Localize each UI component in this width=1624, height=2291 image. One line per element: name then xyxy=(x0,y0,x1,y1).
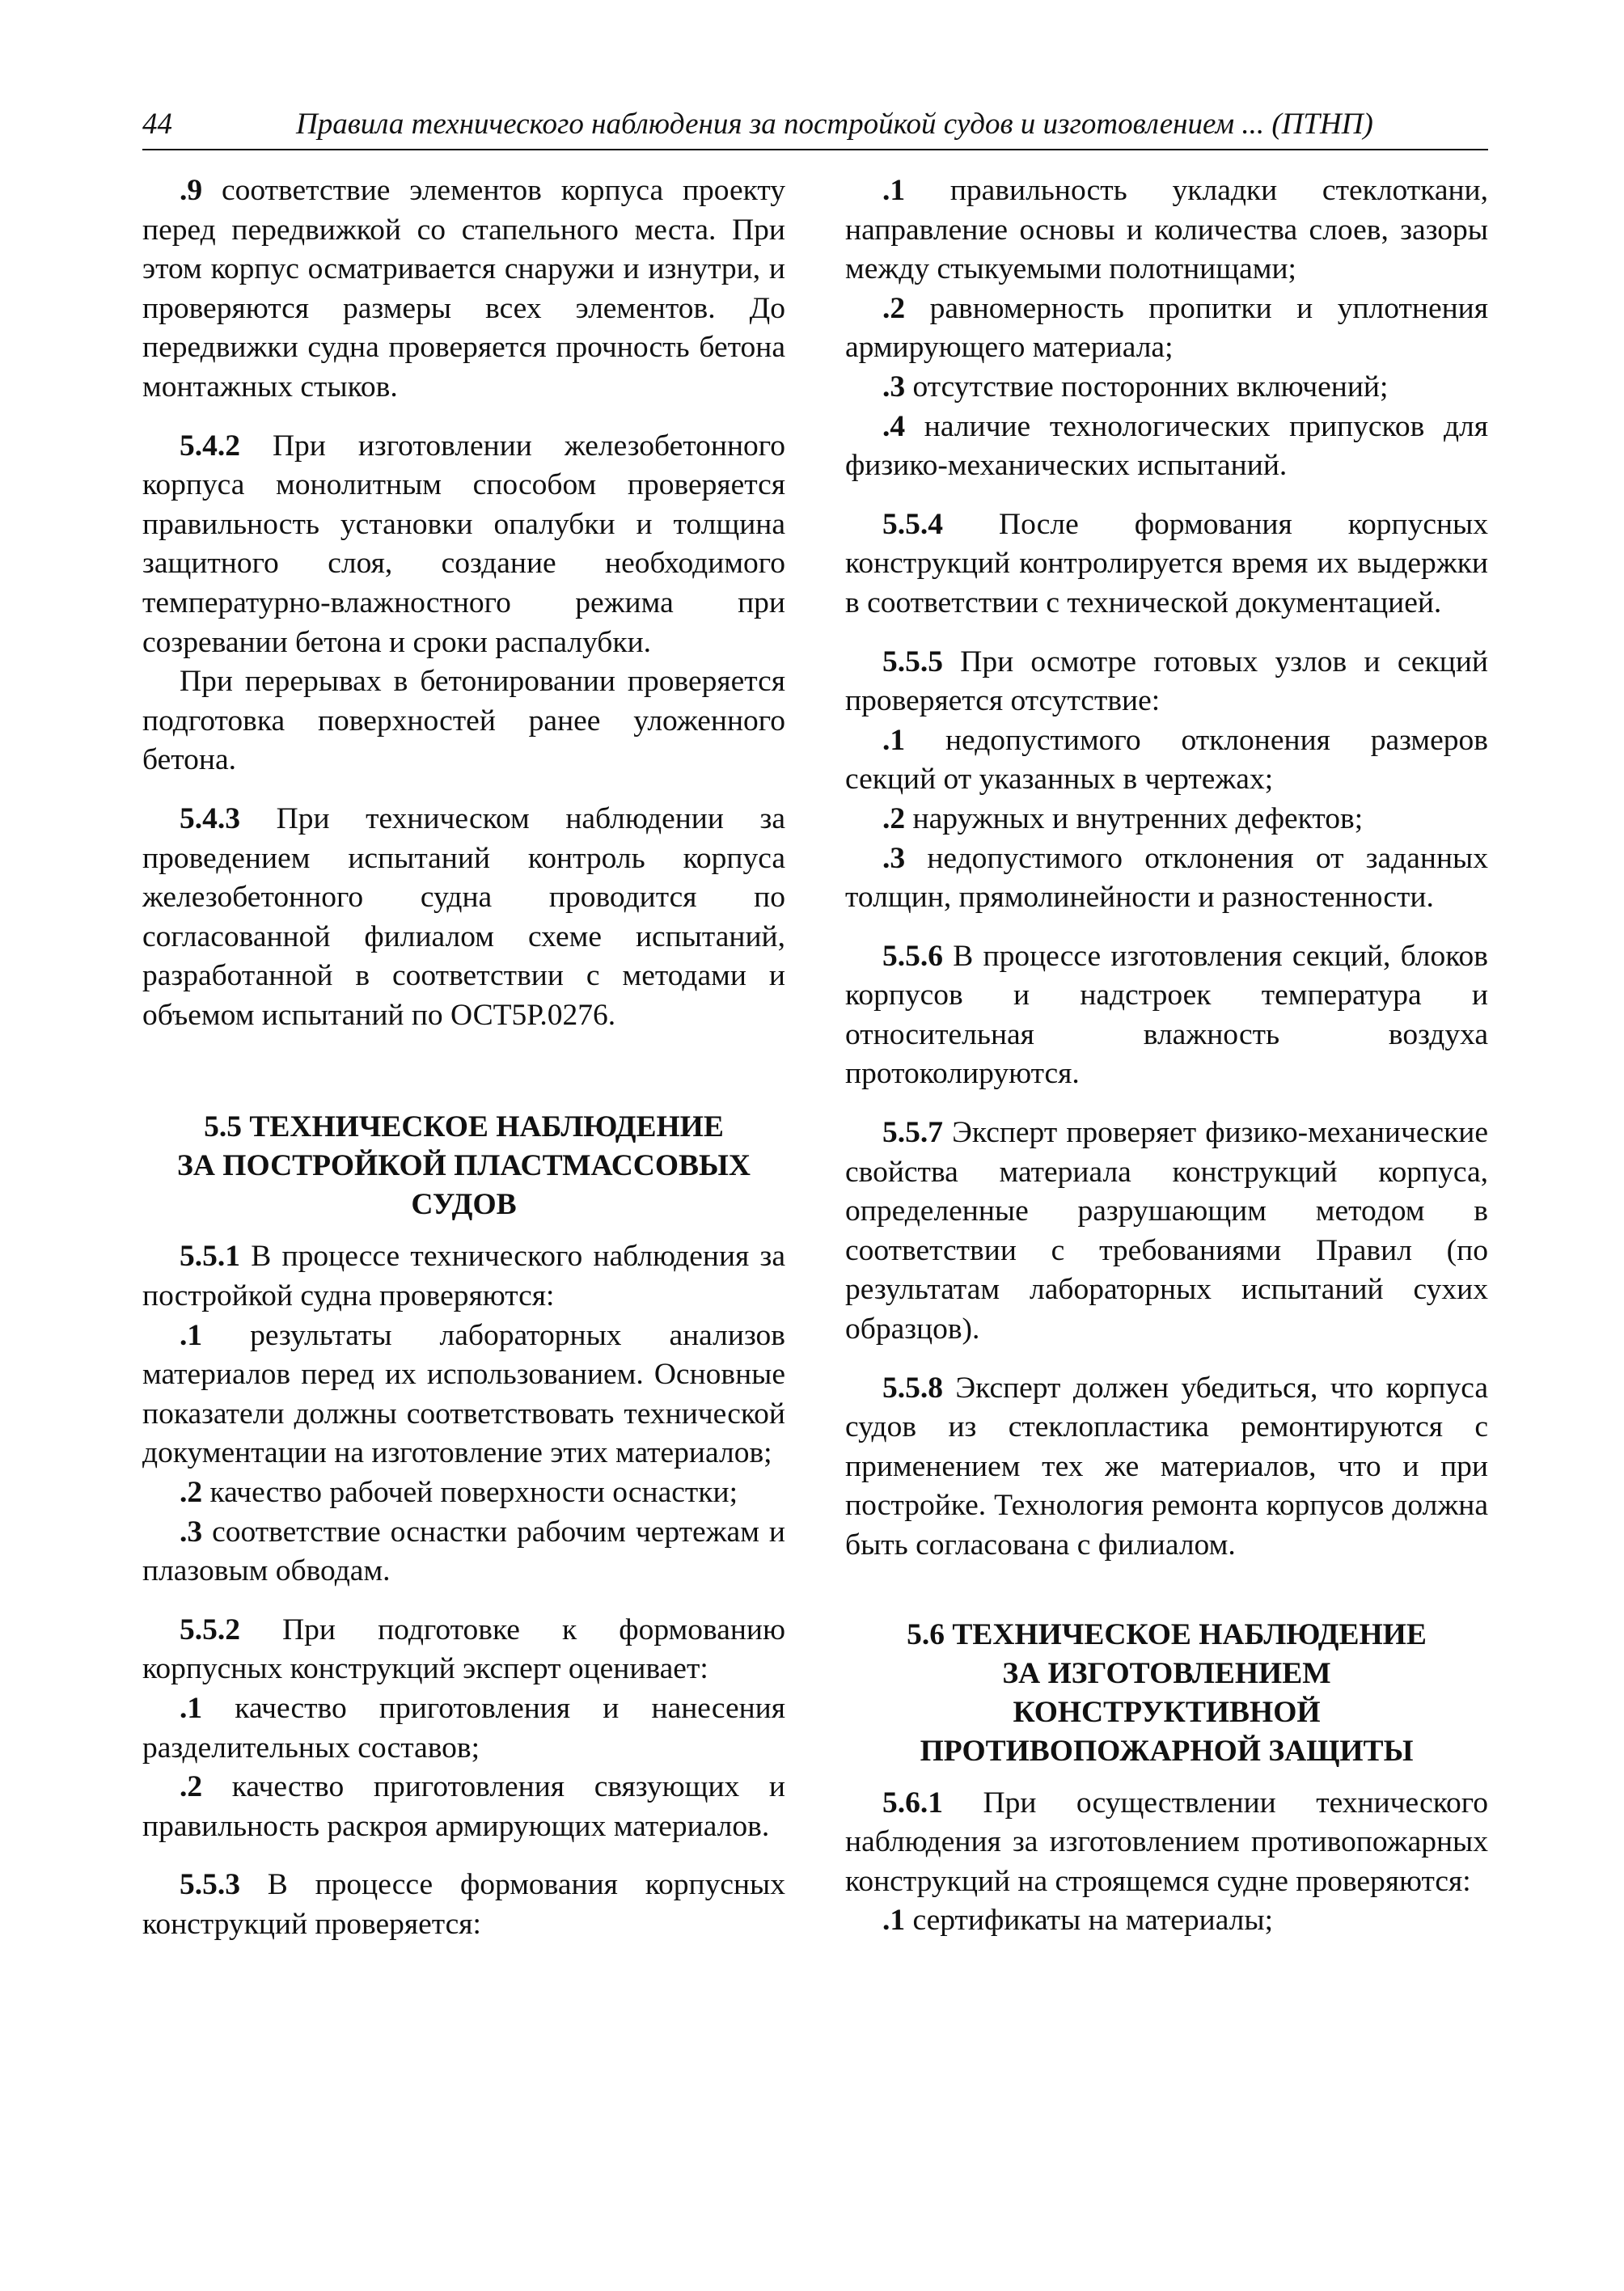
paragraph-text: наличие технологических припусков для физико-механических испытаний. xyxy=(845,409,1488,483)
heading-line: 5.5 ТЕХНИЧЕСКОЕ НАБЛЮДЕНИЕ xyxy=(204,1110,724,1144)
page-number: 44 xyxy=(142,108,172,141)
clause-number: 5.5.7 xyxy=(882,1116,943,1150)
paragraph-text: В процессе формования корпусных конструкций проверяется: xyxy=(142,1868,785,1941)
clause-number: 5.5.5 xyxy=(882,645,943,678)
paragraph-text: результаты лабораторных анализов материалов перед их использованием. Основные показатели должны соответствовать технической документации на изготовление этих материалов; xyxy=(142,1318,785,1470)
item-number: .2 xyxy=(882,291,906,325)
paragraph xyxy=(142,800,785,1036)
heading-line: КОНСТРУКТИВНОЙ xyxy=(1013,1695,1321,1729)
paragraph-text: При подготовке к формованию корпусных конструкций эксперт оценивает: xyxy=(142,1613,785,1686)
paragraph-text: Эксперт должен убедиться, что корпуса судов из стеклопластика ремонтируются с применением тех же материалов, что и при постройке. Технология ремонта корпусов должна быть согласована с филиалом. xyxy=(845,1371,1488,1562)
item-number: .3 xyxy=(180,1515,203,1549)
paragraph-text: Эксперт проверяет физико-механические свойства материала конструкций корпуса, определенные разрушающим методом в соответствии с требованиями Правил (по результатам лабораторных испытаний сухих образцов). xyxy=(845,1116,1488,1346)
paragraph xyxy=(845,1114,1488,1350)
paragraph xyxy=(845,171,1488,290)
paragraph xyxy=(845,505,1488,623)
paragraph xyxy=(142,1611,785,1689)
paragraph xyxy=(142,1237,785,1316)
paragraph xyxy=(845,721,1488,800)
item-number: .1 xyxy=(882,1904,906,1938)
item-number: .3 xyxy=(882,370,906,404)
paragraph-text: правильность укладки стеклоткани, направление основы и количества слоев, зазоры между стыкуемыми полотнищами; xyxy=(845,174,1488,286)
paragraph xyxy=(845,1369,1488,1566)
page-header xyxy=(142,104,1488,150)
paragraph xyxy=(142,1768,785,1846)
clause-number: 5.6.1 xyxy=(882,1786,943,1820)
paragraph xyxy=(845,368,1488,408)
item-number: .1 xyxy=(180,1692,203,1725)
paragraph-text: качество рабочей поверхности оснастки; xyxy=(202,1476,738,1510)
item-number: .3 xyxy=(882,841,906,875)
paragraph xyxy=(845,290,1488,368)
item-number: .2 xyxy=(180,1476,203,1510)
item-number: .2 xyxy=(180,1770,203,1804)
paragraph-text: При изготовлении железобетонного корпуса монолитным способом проверяется правильность установки опалубки и толщина защитного слоя, создание необходимого температурно-влажностного режима при созревании бетона и сроки распалубки. xyxy=(142,429,785,659)
clause-number: 5.4.2 xyxy=(180,429,240,463)
paragraph xyxy=(142,1689,785,1768)
heading-line: 5.6 ТЕХНИЧЕСКОЕ НАБЛЮДЕНИЕ xyxy=(907,1617,1427,1651)
paragraph xyxy=(142,171,785,408)
paragraph-text: качество приготовления и нанесения разделительных составов; xyxy=(142,1692,785,1765)
paragraph-text: При перерывах в бетонировании проверяется подготовка поверхностей ранее уложенного бетона. xyxy=(142,665,785,777)
heading-line: СУДОВ xyxy=(411,1188,517,1222)
paragraph xyxy=(845,1784,1488,1902)
clause-number: 5.4.3 xyxy=(180,801,240,835)
section-heading xyxy=(142,1108,785,1224)
section-heading xyxy=(845,1616,1488,1771)
paragraph xyxy=(142,662,785,780)
paragraph-text: наружных и внутренних дефектов; xyxy=(905,801,1364,835)
clause-number: 5.5.8 xyxy=(882,1371,943,1405)
item-number: .2 xyxy=(882,801,906,835)
heading-line: ЗА ПОСТРОЙКОЙ ПЛАСТМАССОВЫХ xyxy=(177,1149,751,1183)
clause-number: 5.5.2 xyxy=(180,1613,240,1646)
clause-number: 5.5.3 xyxy=(180,1868,240,1902)
paragraph-text: соответствие элементов корпуса проекту перед передвижкой со стапельного места. При этом корпус осматривается снаружи и изнутри, и проверяются размеры всех элементов. До передвижки судна проверяется прочность бетона монтажных стыков. xyxy=(142,174,785,404)
paragraph-text: После формования корпусных конструкций контролируется время их выдержки в соответствии с технической документацией. xyxy=(845,507,1488,619)
paragraph-text: недопустимого отклонения от заданных толщин, прямолинейности и разностенности. xyxy=(845,841,1488,915)
paragraph-text: В процессе технического наблюдения за постройкой судна проверяются: xyxy=(142,1240,785,1313)
paragraph xyxy=(845,800,1488,839)
running-title: Правила технического наблюдения за постройкой судов и изготовлением ... (ПТНП) xyxy=(296,108,1373,141)
paragraph xyxy=(142,1866,785,1944)
paragraph-text: При осуществлении технического наблюдения за изготовлением противопожарных конструкций на строящемся судне проверяются: xyxy=(845,1786,1488,1898)
heading-line: ЗА ИЗГОТОВЛЕНИЕМ xyxy=(1002,1656,1331,1690)
clause-number: 5.5.4 xyxy=(882,507,943,541)
paragraph-text: В процессе изготовления секций, блоков корпусов и надстроек температура и относительная влажность воздуха протоколируются. xyxy=(845,939,1488,1091)
clause-number: 5.5.1 xyxy=(180,1240,240,1274)
paragraph xyxy=(845,839,1488,918)
paragraph-text: соответствие оснастки рабочим чертежам и плазовым обводам. xyxy=(142,1515,785,1588)
paragraph-text: равномерность пропитки и уплотнения армирующего материала; xyxy=(845,291,1488,365)
paragraph xyxy=(845,937,1488,1094)
heading-line: ПРОТИВОПОЖАРНОЙ ЗАЩИТЫ xyxy=(920,1734,1414,1768)
paragraph xyxy=(845,1901,1488,1941)
paragraph-text: сертификаты на материалы; xyxy=(905,1904,1273,1938)
left-column xyxy=(142,171,785,1945)
paragraph xyxy=(142,427,785,663)
paragraph-text: При осмотре готовых узлов и секций проверяется отсутствие: xyxy=(845,645,1488,718)
paragraph xyxy=(845,643,1488,721)
paragraph xyxy=(845,408,1488,486)
paragraph-text: недопустимого отклонения размеров секций от указанных в чертежах; xyxy=(845,723,1488,797)
paragraph xyxy=(142,1317,785,1473)
item-number: .4 xyxy=(882,409,906,443)
paragraph-text: качество приготовления связующих и правильность раскроя армирующих материалов. xyxy=(142,1770,785,1843)
item-number: .1 xyxy=(180,1318,203,1352)
item-number: .1 xyxy=(882,723,906,757)
clause-number: 5.5.6 xyxy=(882,939,943,973)
right-column xyxy=(845,171,1488,1941)
item-number: .9 xyxy=(180,174,203,207)
item-number: .1 xyxy=(882,174,906,207)
paragraph xyxy=(142,1513,785,1591)
paragraph-text: При техническом наблюдении за проведением испытаний контроль корпуса железобетонного судна проводится по согласованной филиалом схеме испытаний, разработанной в соответствии с методами и объемом испытаний по ОСТ5Р.0276. xyxy=(142,801,785,1032)
paragraph-text: отсутствие посторонних включений; xyxy=(905,370,1389,404)
paragraph xyxy=(142,1473,785,1513)
